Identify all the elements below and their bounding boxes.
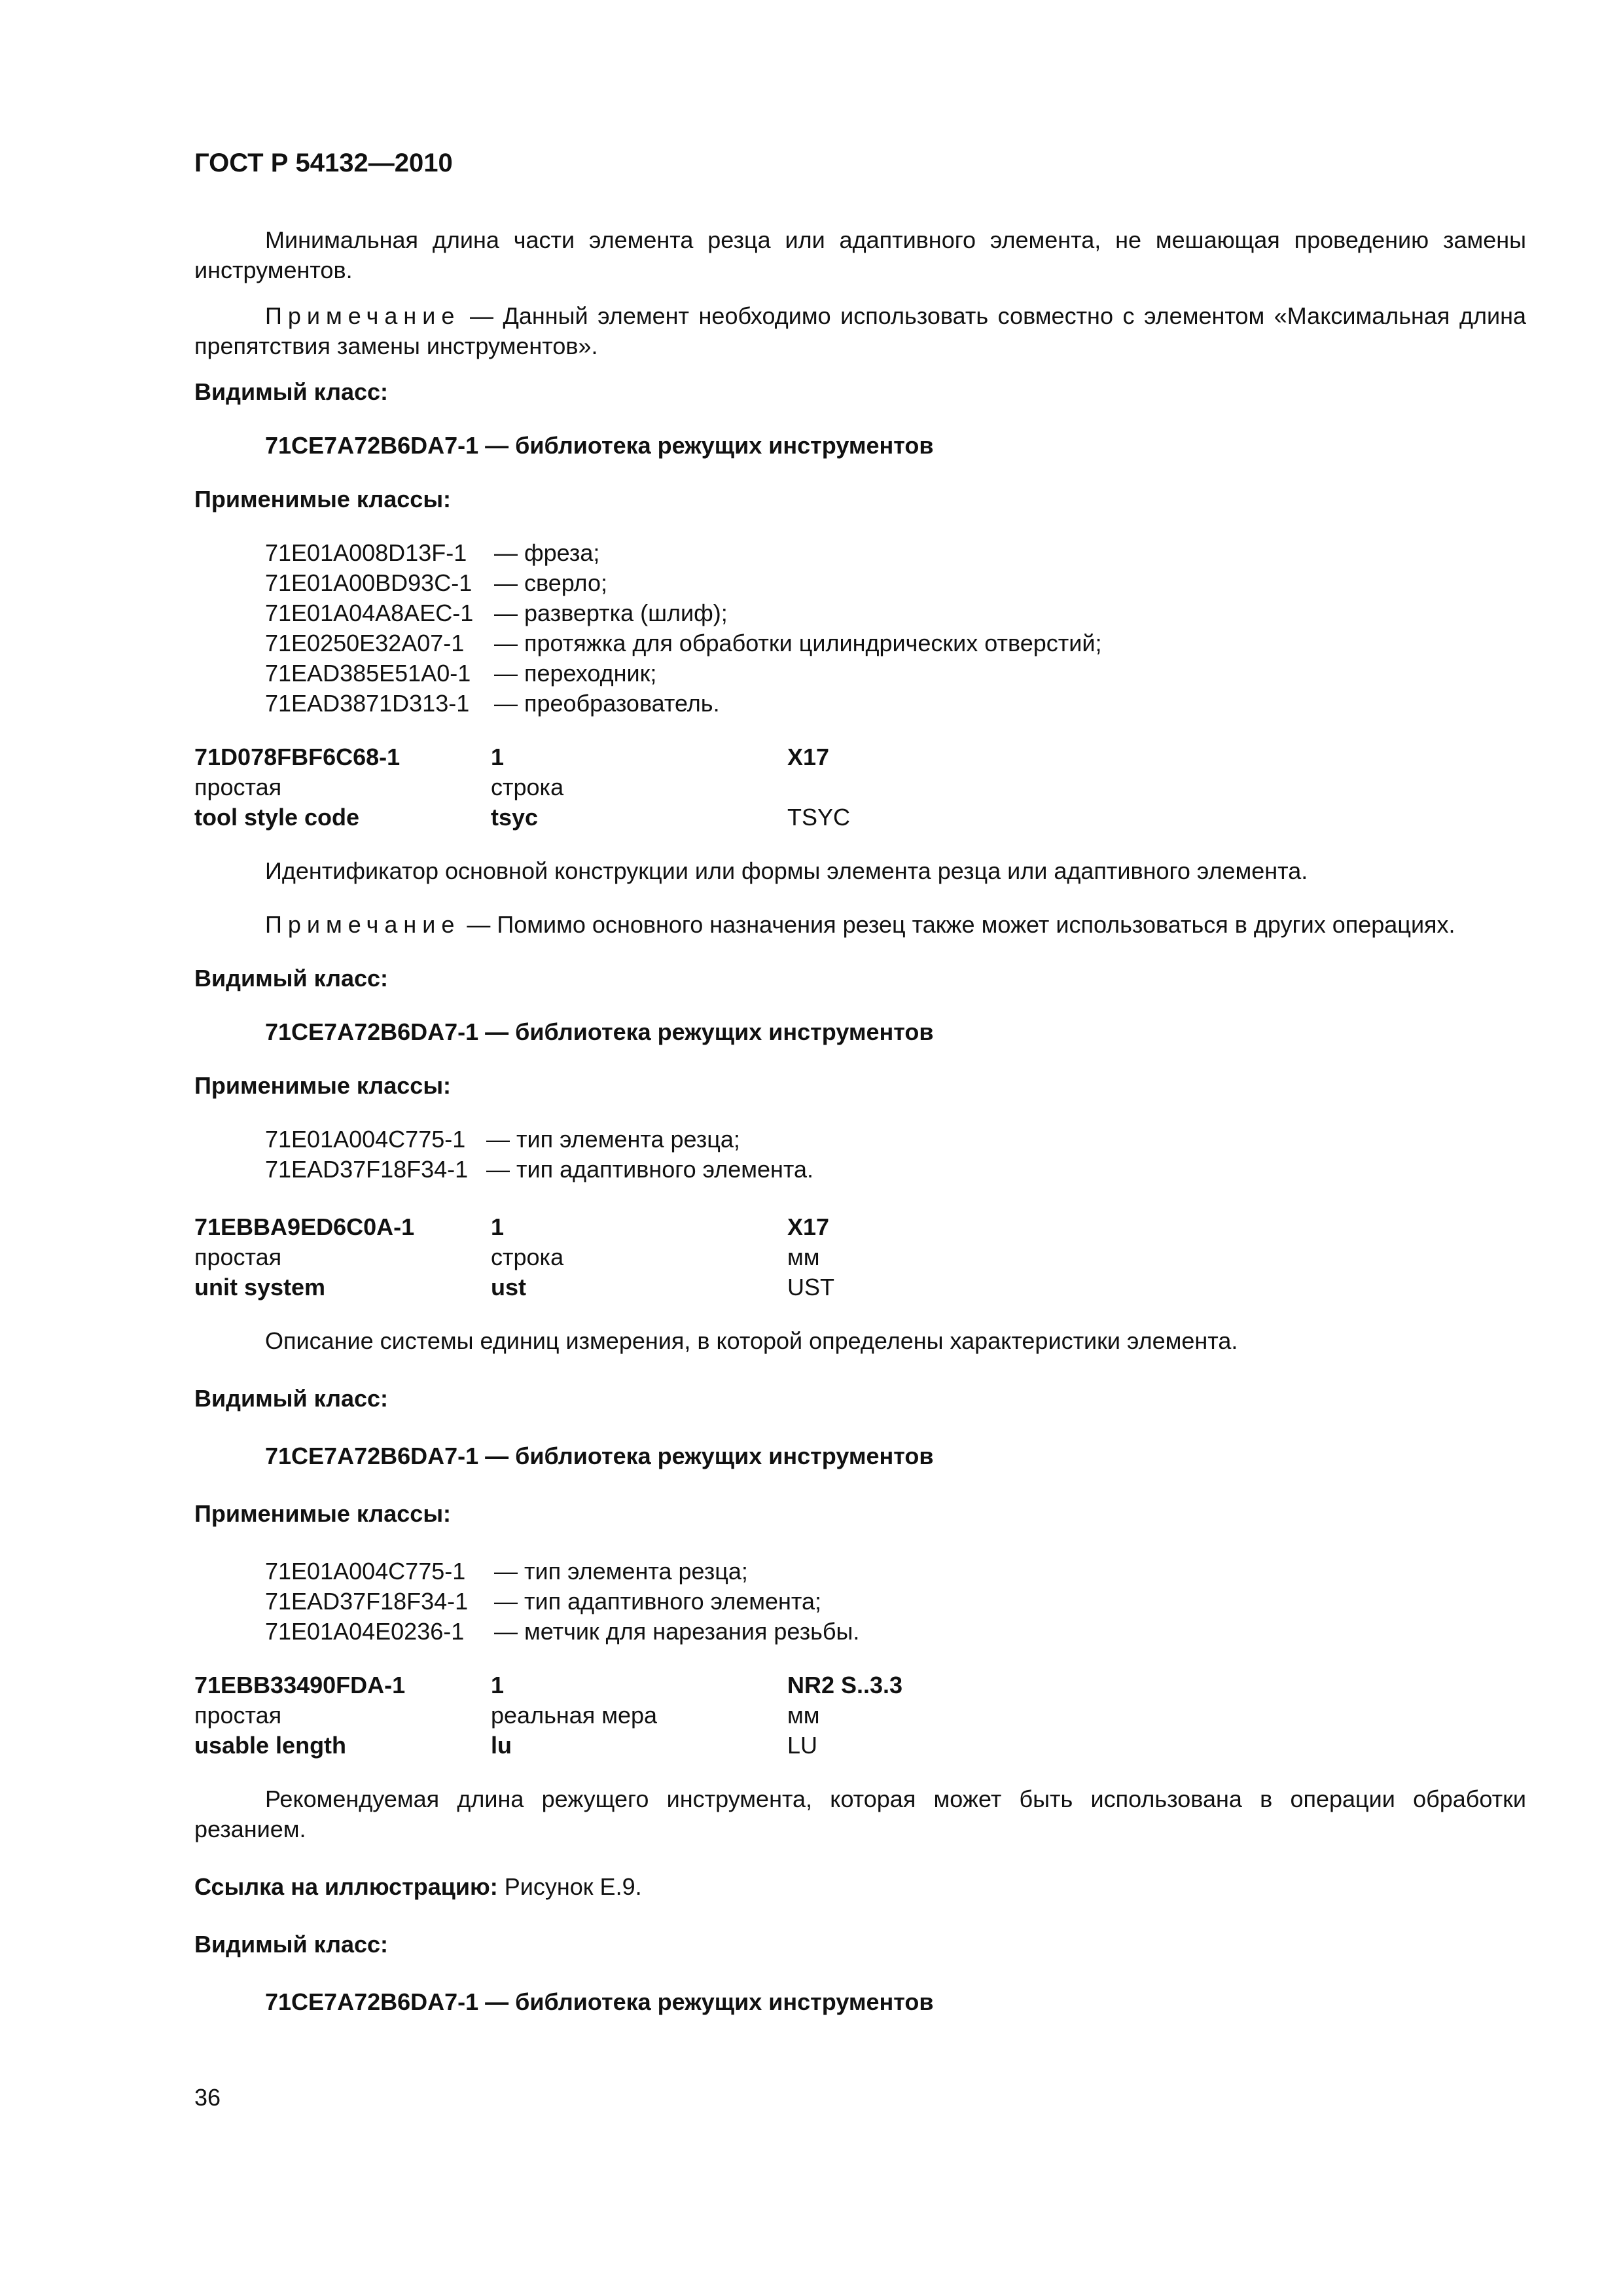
spec-id: 71EBBA9ED6C0A-1 <box>194 1213 415 1240</box>
class-desc: — метчик для нарезания резьбы. <box>494 1618 860 1645</box>
entry3-description: Рекомендуемая длина режущего инструмента, которая может быть использована в операции обработки резанием. <box>194 1785 1526 1842</box>
spec-version: 1 <box>491 744 505 770</box>
spec-row-type <box>194 1242 834 1272</box>
spec-format: NR2 S..3.3 <box>787 1672 903 1698</box>
class-code: 71EAD3871D313-1 <box>265 690 470 717</box>
visible-class-value: 71CE7A72B6DA7-1 — библиотека режущих инструментов <box>265 1988 934 2015</box>
illustration-reference <box>194 1872 1526 1902</box>
class-code: 71E0250E32A07-1 <box>265 630 465 656</box>
spec-unit: мм <box>787 1702 820 1729</box>
visible-class-heading: Видимый класс: <box>194 1931 388 1958</box>
class-desc: — развертка (шлиф); <box>494 600 728 626</box>
note-label: Примечание <box>265 911 461 938</box>
spec-name: unit system <box>194 1274 326 1300</box>
visible-class-value: 71CE7A72B6DA7-1 — библиотека режущих инструментов <box>265 1443 934 1469</box>
spec-row-id <box>194 742 850 772</box>
applicable-classes-list <box>265 1124 813 1185</box>
entry2-description: Описание системы единиц измерения, в которой определены характеристики элемента. <box>265 1327 1238 1354</box>
spec-name: usable length <box>194 1732 347 1759</box>
spec-short: ust <box>491 1274 526 1300</box>
list-item <box>265 538 1101 568</box>
intro-note <box>194 301 1526 361</box>
spec-version: 1 <box>491 1672 505 1698</box>
visible-class-value: 71CE7A72B6DA7-1 — библиотека режущих инструментов <box>265 432 934 459</box>
list-item <box>265 1124 813 1155</box>
list-item <box>265 1617 859 1647</box>
spec-row-name <box>194 1731 902 1761</box>
applicable-classes-heading: Применимые классы: <box>194 1500 452 1527</box>
applicable-classes-heading: Применимые классы: <box>194 1072 452 1099</box>
spec-symbol: UST <box>787 1274 834 1300</box>
illustration-value: Рисунок Е.9. <box>504 1873 642 1900</box>
list-item <box>265 1155 813 1185</box>
note-label: Примечание <box>265 302 461 329</box>
spec-row-name <box>194 802 850 833</box>
spec-datatype: строка <box>491 1244 564 1270</box>
list-item <box>265 568 1101 598</box>
visible-class-heading: Видимый класс: <box>194 1385 388 1412</box>
class-code: 71E01A004C775-1 <box>265 1126 466 1153</box>
class-desc: — переходник; <box>494 660 657 687</box>
visible-class-heading: Видимый класс: <box>194 965 388 992</box>
class-code: 71E01A04E0236-1 <box>265 1618 465 1645</box>
class-desc: — тип адаптивного элемента; <box>494 1588 821 1615</box>
spec-row-id <box>194 1212 834 1242</box>
class-desc: — протяжка для обработки цилиндрических отверстий; <box>494 630 1102 656</box>
spec-entry-usable-length <box>194 1670 902 1761</box>
spec-short: lu <box>491 1732 512 1759</box>
applicable-classes-list <box>265 538 1101 719</box>
spec-name: tool style code <box>194 804 360 831</box>
applicable-classes-list <box>265 1556 859 1647</box>
spec-format: X17 <box>787 1213 830 1240</box>
class-desc: — фреза; <box>494 539 600 566</box>
spec-row-name <box>194 1272 834 1302</box>
spec-kind: простая <box>194 1244 282 1270</box>
spec-symbol: LU <box>787 1732 818 1759</box>
list-item <box>265 1556 859 1587</box>
spec-kind: простая <box>194 1702 282 1729</box>
spec-unit <box>787 772 850 802</box>
document-header: ГОСТ Р 54132—2010 <box>194 149 453 177</box>
page-content <box>194 225 1526 2017</box>
spec-datatype: строка <box>491 774 564 800</box>
spec-kind: простая <box>194 774 282 800</box>
entry1-note <box>194 910 1526 940</box>
class-code: 71E01A004C775-1 <box>265 1558 466 1585</box>
applicable-classes-heading: Применимые классы: <box>194 486 452 512</box>
class-code: 71E01A008D13F-1 <box>265 539 467 566</box>
illustration-label: Ссылка на иллюстрацию: <box>194 1873 498 1900</box>
spec-short: tsyc <box>491 804 539 831</box>
spec-datatype: реальная мера <box>491 1702 658 1729</box>
spec-unit: мм <box>787 1244 820 1270</box>
spec-id: 71D078FBF6C68-1 <box>194 744 401 770</box>
spec-version: 1 <box>491 1213 505 1240</box>
spec-symbol: TSYC <box>787 804 851 831</box>
entry1-note-text: — Помимо основного назначения резец также может использоваться в других операциях. <box>467 911 1455 938</box>
class-desc: — тип элемента резца; <box>486 1126 740 1153</box>
entry1-description: Идентификатор основной конструкции или формы элемента резца или адаптивного элемента. <box>265 857 1308 884</box>
class-code: 71E01A00BD93C-1 <box>265 569 473 596</box>
visible-class-value: 71CE7A72B6DA7-1 — библиотека режущих инструментов <box>265 1018 934 1045</box>
intro-description: Минимальная длина части элемента резца или адаптивного элемента, не мешающая проведению замены инструментов. <box>194 226 1526 283</box>
list-item <box>265 689 1101 719</box>
spec-row-id <box>194 1670 902 1700</box>
class-desc: — тип элемента резца; <box>494 1558 748 1585</box>
class-code: 71E01A04A8AEC-1 <box>265 600 474 626</box>
intro-note-text: — Данный элемент необходимо использовать совместно с элементом «Максимальная длина препятствия замены инструментов». <box>194 302 1526 359</box>
list-item <box>265 628 1101 658</box>
spec-row-type <box>194 1700 902 1731</box>
spec-entry-tool-style-code <box>194 742 850 833</box>
list-item <box>265 658 1101 689</box>
spec-row-type <box>194 772 850 802</box>
class-desc: — преобразователь. <box>494 690 720 717</box>
spec-entry-unit-system <box>194 1212 834 1302</box>
page-number: 36 <box>194 2084 221 2111</box>
spec-format: X17 <box>787 744 830 770</box>
list-item <box>265 1587 859 1617</box>
visible-class-heading: Видимый класс: <box>194 378 388 405</box>
list-item <box>265 598 1101 628</box>
spec-id: 71EBB33490FDA-1 <box>194 1672 406 1698</box>
class-code: 71EAD37F18F34-1 <box>265 1588 469 1615</box>
class-code: 71EAD385E51A0-1 <box>265 660 471 687</box>
class-desc: — тип адаптивного элемента. <box>486 1156 813 1183</box>
class-code: 71EAD37F18F34-1 <box>265 1156 469 1183</box>
class-desc: — сверло; <box>494 569 607 596</box>
